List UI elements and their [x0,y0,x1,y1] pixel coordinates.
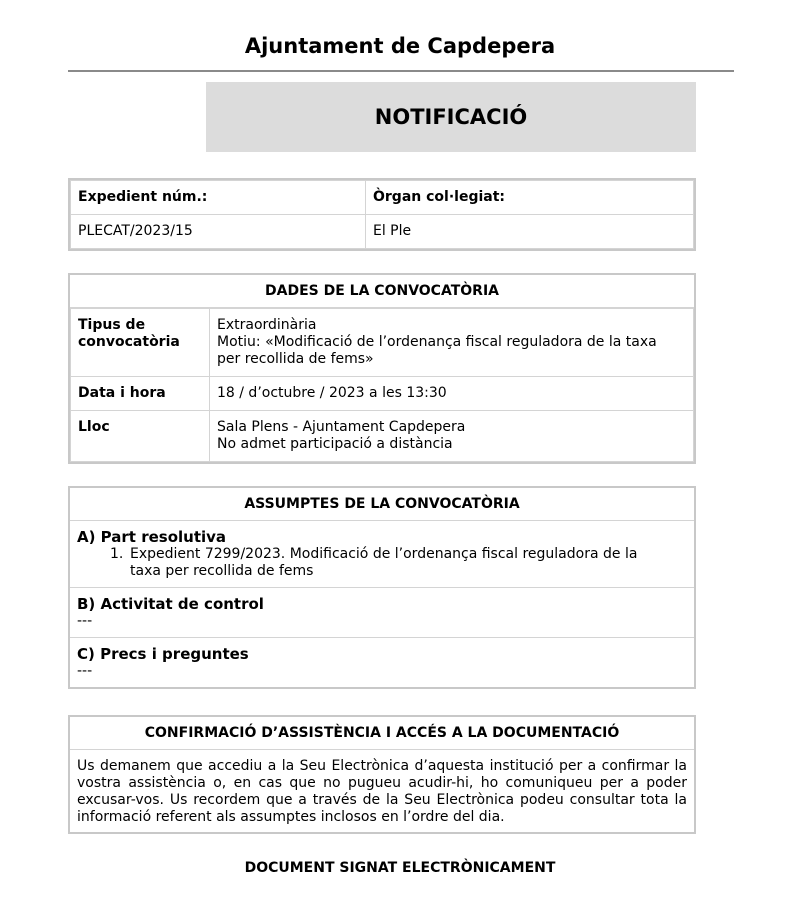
part-c-text: --- [77,663,93,679]
document-type-label: NOTIFICACIÓ [374,105,528,129]
part-b-section [70,588,694,638]
convocatoria-type-value: Extraordinària [217,317,317,333]
expedient-box [68,178,696,251]
convocatoria-reason-line-1: Motiu: «Modificació de l’ordenança fiscal reguladora de la taxa [217,334,657,350]
convocatoria-title: DADES DE LA CONVOCATÒRIA [70,275,694,308]
agenda-item-line-2: taxa per recollida de fems [130,563,314,579]
part-c-heading: C) Precs i preguntes [77,645,249,663]
convocatoria-date-label: Data i hora [71,377,210,411]
convocatoria-box [68,273,696,464]
organ-label: Òrgan col·legiat: [366,181,694,215]
document-type-banner [206,82,696,152]
organization-title: Ajuntament de Capdepera [244,34,556,58]
convocatoria-date-value: 18 / d’octubre / 2023 a les 13:30 [210,377,694,411]
expedient-number-value: PLECAT/2023/15 [71,215,366,249]
expedient-table [70,180,694,249]
part-c-section [70,638,694,687]
part-b-heading: B) Activitat de control [77,595,264,613]
convocatoria-type-cell [210,309,694,377]
confirmacio-box [68,715,696,834]
agenda-item [77,546,687,580]
convocatoria-place-cell [210,411,694,462]
confirmacio-title: CONFIRMACIÓ D’ASSISTÈNCIA I ACCÉS A LA DOCUMENTACIÓ [70,717,694,750]
convocatoria-table [70,308,694,462]
agenda-item-text [130,546,687,580]
part-b-text: --- [77,613,93,629]
assumptes-box [68,486,696,689]
convocatoria-place-line-2: No admet participació a distància [217,436,453,452]
convocatoria-place-row [71,411,694,462]
agenda-item-line-1: Expedient 7299/2023. Modificació de l’ordenança fiscal reguladora de la [130,546,638,562]
expedient-number-label: Expedient núm.: [71,181,366,215]
part-a-heading: A) Part resolutiva [77,528,227,546]
convocatoria-place-label: Lloc [71,411,210,462]
assumptes-title: ASSUMPTES DE LA CONVOCATÒRIA [70,488,694,521]
confirmacio-text: Us demanem que accediu a la Seu Electrònica d’aquesta institució per a confirmar la vostra assistència o, en cas que no pugueu acudir-hi, ho comuniqueu per a poder excusar-vos. Us recordem que a través de la Seu Electrònica podeu consultar tota la informació referent als assumptes inclosos en l’ordre del dia. [77,758,687,825]
organ-value: El Ple [366,215,694,249]
agenda-item-number: 1. [110,546,124,562]
convocatoria-date-row [71,377,694,411]
part-a-section [70,521,694,588]
header-divider [68,70,734,72]
signed-notice: DOCUMENT SIGNAT ELECTRÒNICAMENT [244,860,556,876]
convocatoria-type-row [71,309,694,377]
convocatoria-type-label: Tipus de convocatòria [71,309,210,377]
convocatoria-reason-line-2: per recollida de fems» [217,351,374,367]
convocatoria-place-line-1: Sala Plens - Ajuntament Capdepera [217,419,466,435]
